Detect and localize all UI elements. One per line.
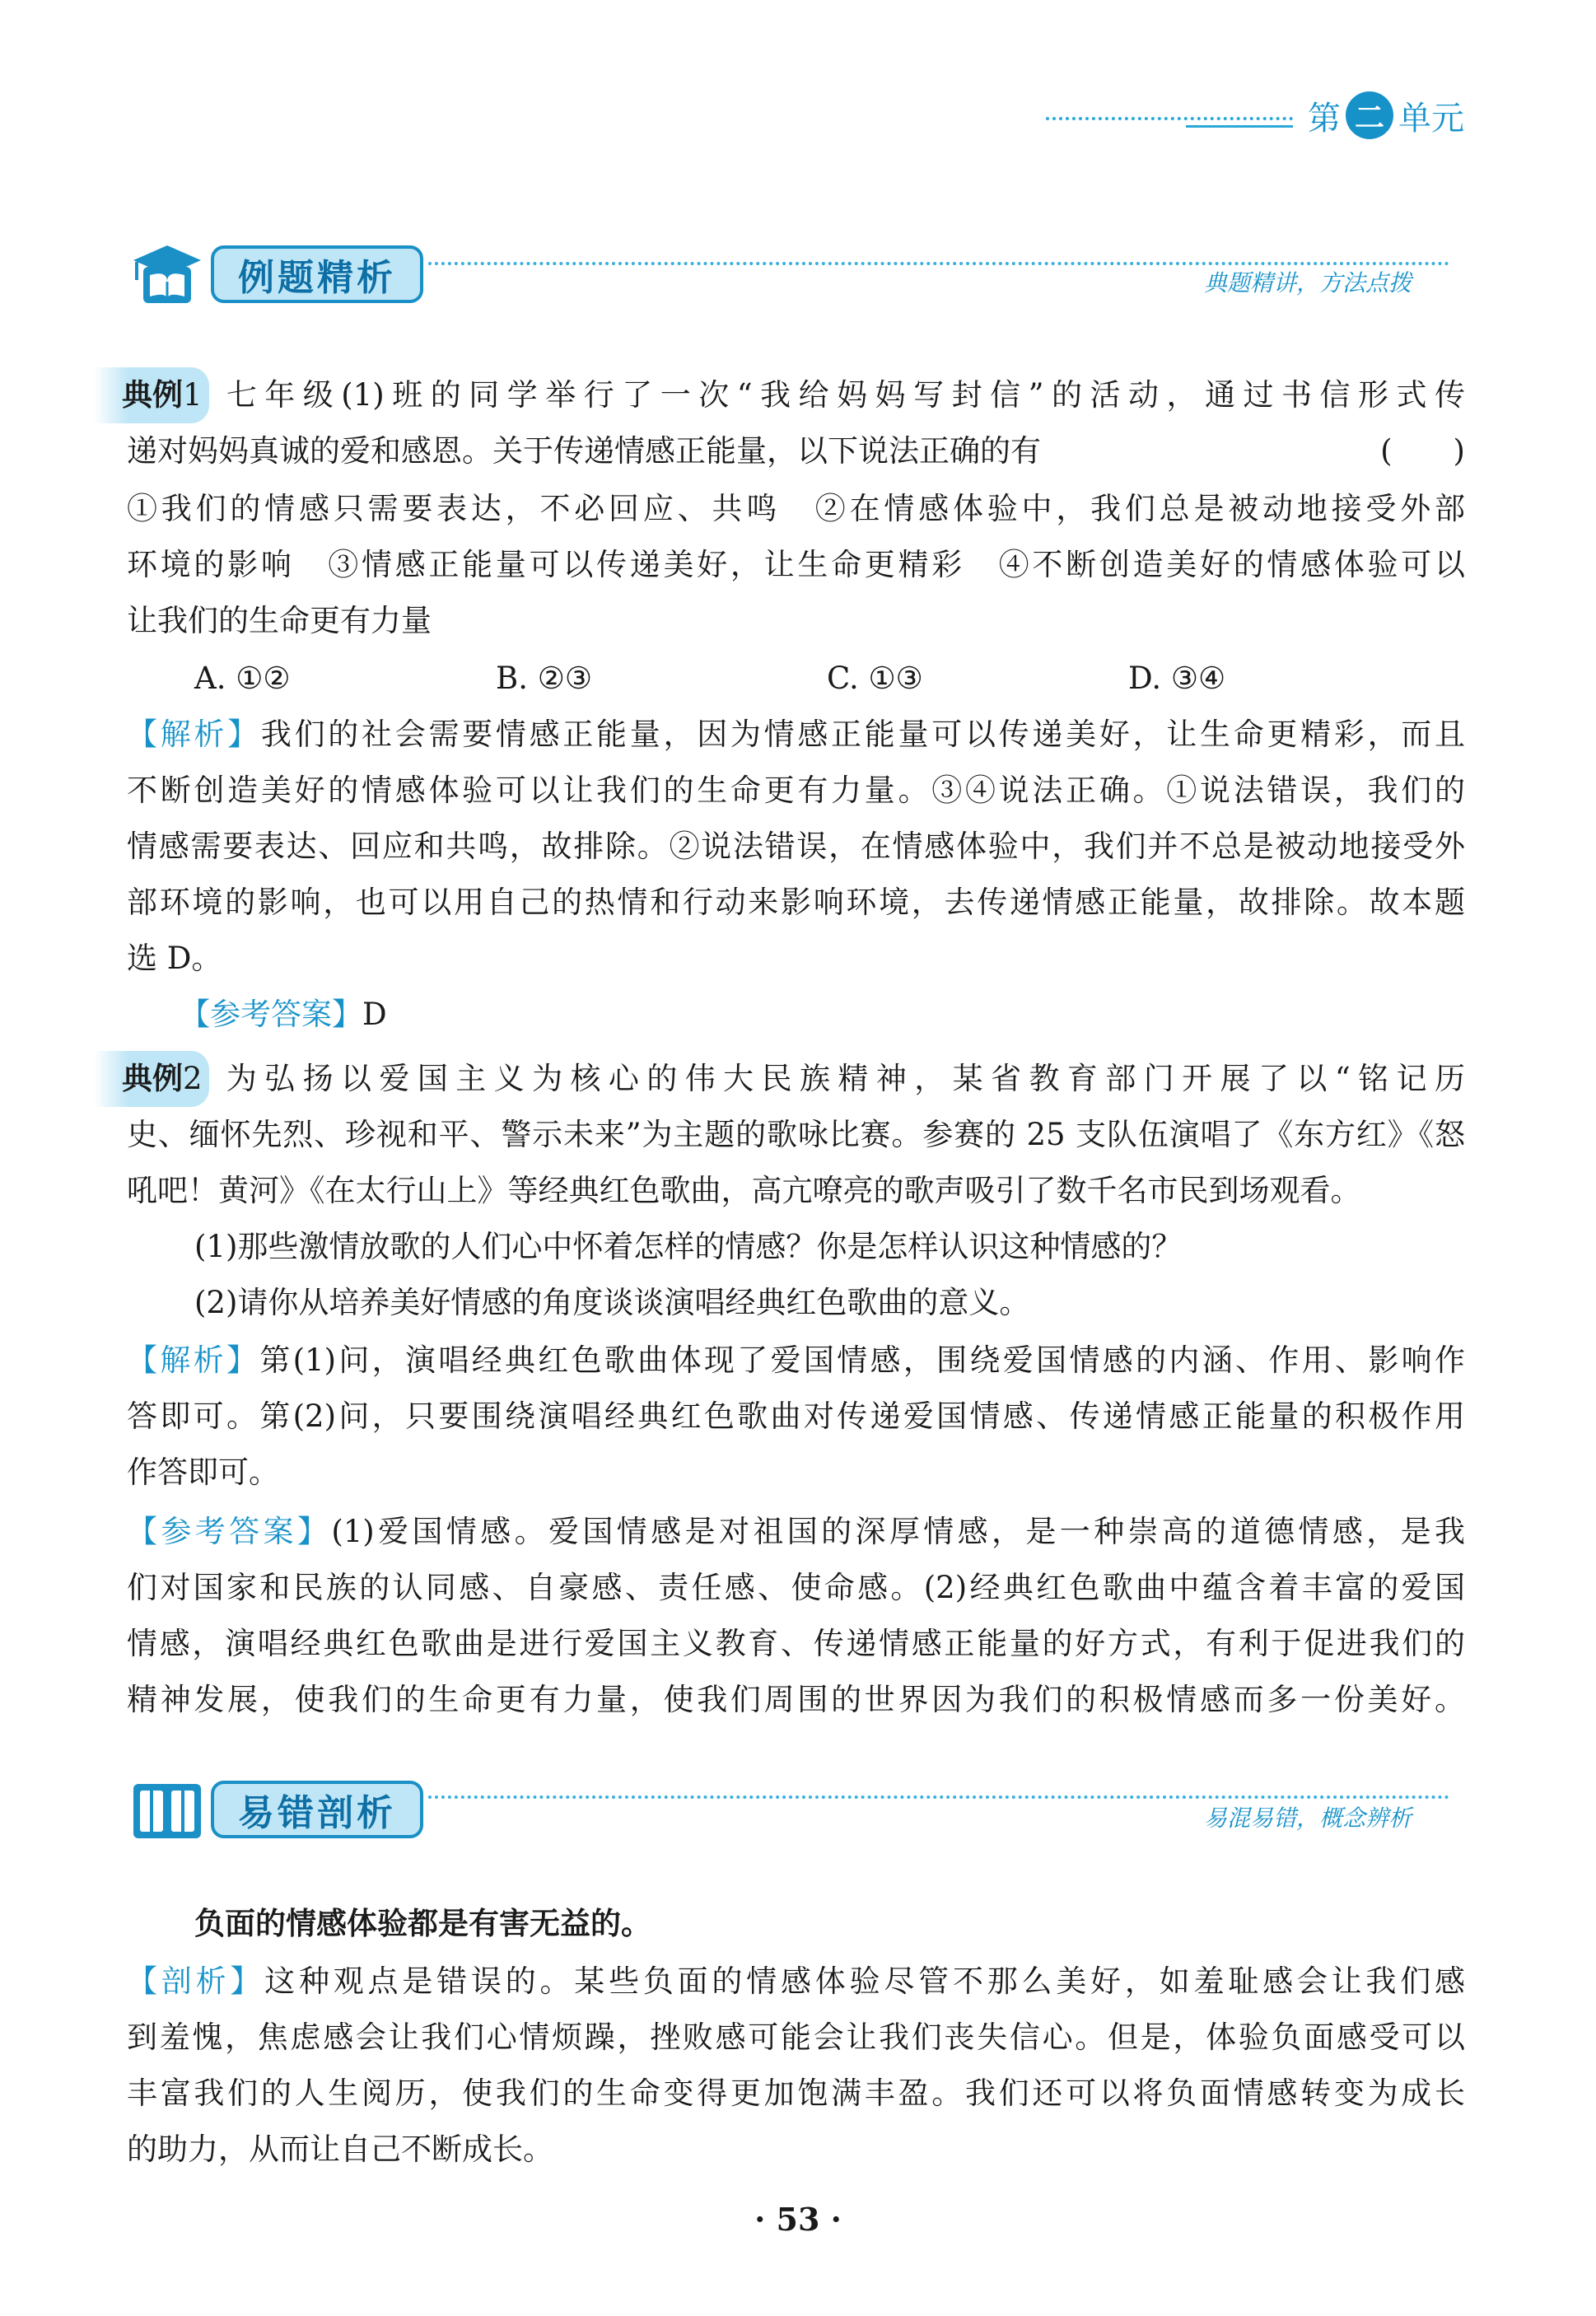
example1-stem-line2: 递对妈妈真诚的爱和感恩。关于传递情感正能量，以下说法正确的有 ( ) [127,423,1465,479]
unit-header-dotted-line [1046,117,1293,120]
example1-statements-line3: 让我们的生命更有力量 [127,603,432,638]
misconception-statement: 负面的情感体验都是有害无益的。 [194,1906,651,1941]
answer-tag: 【参考答案】 [180,997,362,1032]
option-a: A. ①② [194,661,291,696]
option-c: C. ①③ [827,661,923,696]
answer-tag: 【参考答案】 [127,1514,332,1549]
unit-header-solid-line [1186,125,1293,128]
answer-bracket: ( ) [1380,433,1465,469]
example2-question2: (2)请你从培养美好情感的角度谈谈演唱经典红色歌曲的意义。 [194,1285,1030,1320]
example1-analysis-line2: 不断创造美好的情感体验可以让我们的生命更有力量。③④说法正确。①说法错误，我们的 [127,773,1465,808]
graduation-book-icon [132,242,203,308]
example-label: 典例2 [94,1051,209,1107]
example1-analysis-line4: 部环境的影响，也可以用自己的热情和行动来影响环境，去传递情感正能量，故排除。故本题 [127,885,1465,920]
banner-divider [428,1795,1449,1799]
example1-analysis-line1: 【解析】我们的社会需要情感正能量，因为情感正能量可以传递美好，让生命更精彩，而且 [127,717,1466,752]
example2-answer-line1: 【参考答案】(1)爱国情感。爱国情感是对祖国的深厚情感，是一种崇高的道德情感，是我 [127,1514,1465,1549]
unit-number-badge: 二 [1346,91,1393,139]
example2-answer-line3: 情感，演唱经典红色歌曲是进行爱国主义教育、传递情感正能量的好方式，有利于促进我们的 [127,1626,1465,1661]
example1-options [194,651,1347,707]
section-title: 易错剖析 [211,1781,423,1838]
section-subtitle: 易混易错，概念辨析 [1204,1805,1412,1832]
open-book-icon [132,1777,203,1843]
analysis-tag: 【解析】 [127,1342,260,1378]
unit-suffix: 单元 [1398,99,1464,138]
unit-prefix: 第 [1308,99,1341,138]
example2-stem-line3: 吼吧！黄河》《在太行山上》等经典红色歌曲，高亢嘹亮的歌声吸引了数千名市民到场观看。 [127,1173,1361,1208]
misconception-analysis-line3: 丰富我们的人生阅历，使我们的生命变得更加饱满丰盈。我们还可以将负面情感转变为成长 [127,2076,1465,2111]
example2-question1: (1)那些激情放歌的人们心中怀着怎样的情感？你是怎样认识这种情感的？ [194,1229,1183,1264]
example2-analysis-line2: 答即可。第(2)问，只要围绕演唱经典红色歌曲对传递爱国情感、传递情感正能量的积极作用 [127,1398,1465,1434]
option-b: B. ②③ [496,661,593,696]
example1-statements-line1: ①我们的情感只需要表达，不必回应、共鸣 ②在情感体验中，我们总是被动地接受外部 [127,491,1465,526]
example1-answer: 【参考答案】D [180,997,387,1032]
example1-analysis-line5: 选 D。 [127,941,222,976]
example2-answer-line2: 们对国家和民族的认同感、自豪感、责任感、使命感。(2)经典红色歌曲中蕴含着丰富的爱国 [127,1570,1465,1605]
example2-answer-line4: 精神发展，使我们的生命更有力量，使我们周围的世界因为我们的积极情感而多一份美好。 [127,1682,1465,1717]
unit-header [1308,91,1464,140]
section-banner-mistakes [132,1769,428,1848]
example2-stem-line2: 史、缅怀先烈、珍视和平、警示未来”为主题的歌咏比赛。参赛的 25 支队伍演唱了《东方红》《怒 [127,1117,1465,1152]
misconception-analysis-line4: 的助力，从而让自己不断成长。 [127,2132,553,2167]
example1-stem-line1: 典例1 七年级(1)班的同学举行了一次“我给妈妈写封信”的活动，通过书信形式传 [127,367,1465,423]
option-d: D. ③④ [1128,661,1226,696]
example-label: 典例1 [94,367,209,423]
analysis-tag: 【解析】 [127,717,261,752]
example1-statements-line2: 环境的影响 ③情感正能量可以传递美好，让生命更精彩 ④不断创造美好的情感体验可以 [127,547,1465,582]
misconception-analysis-line2: 到羞愧，焦虑感会让我们心情烦躁，挫败感可能会让我们丧失信心。但是，体验负面感受可以 [127,2019,1465,2055]
section-title: 例题精析 [211,245,423,303]
section-banner-examples [132,234,428,313]
page-number: · 53 · [754,2201,842,2238]
example1-analysis-line3: 情感需要表达、回应和共鸣，故排除。②说法错误，在情感体验中，我们并不总是被动地接受外 [127,829,1465,864]
example2-analysis-line3: 作答即可。 [127,1455,279,1490]
example2-stem-line1: 典例2 为弘扬以爱国主义为核心的伟大民族精神，某省教育部门开展了以“铭记历 [127,1051,1465,1107]
misconception-analysis-line1: 【剖析】这种观点是错误的。某些负面的情感体验尽管不那么美好，如羞耻感会让我们感 [127,1963,1466,1999]
example2-analysis-line1: 【解析】第(1)问，演唱经典红色歌曲体现了爱国情感，围绕爱国情感的内涵、作用、影响作 [127,1342,1465,1378]
section-subtitle: 典题精讲，方法点拨 [1204,269,1412,297]
analysis-tag: 【剖析】 [127,1963,265,1999]
